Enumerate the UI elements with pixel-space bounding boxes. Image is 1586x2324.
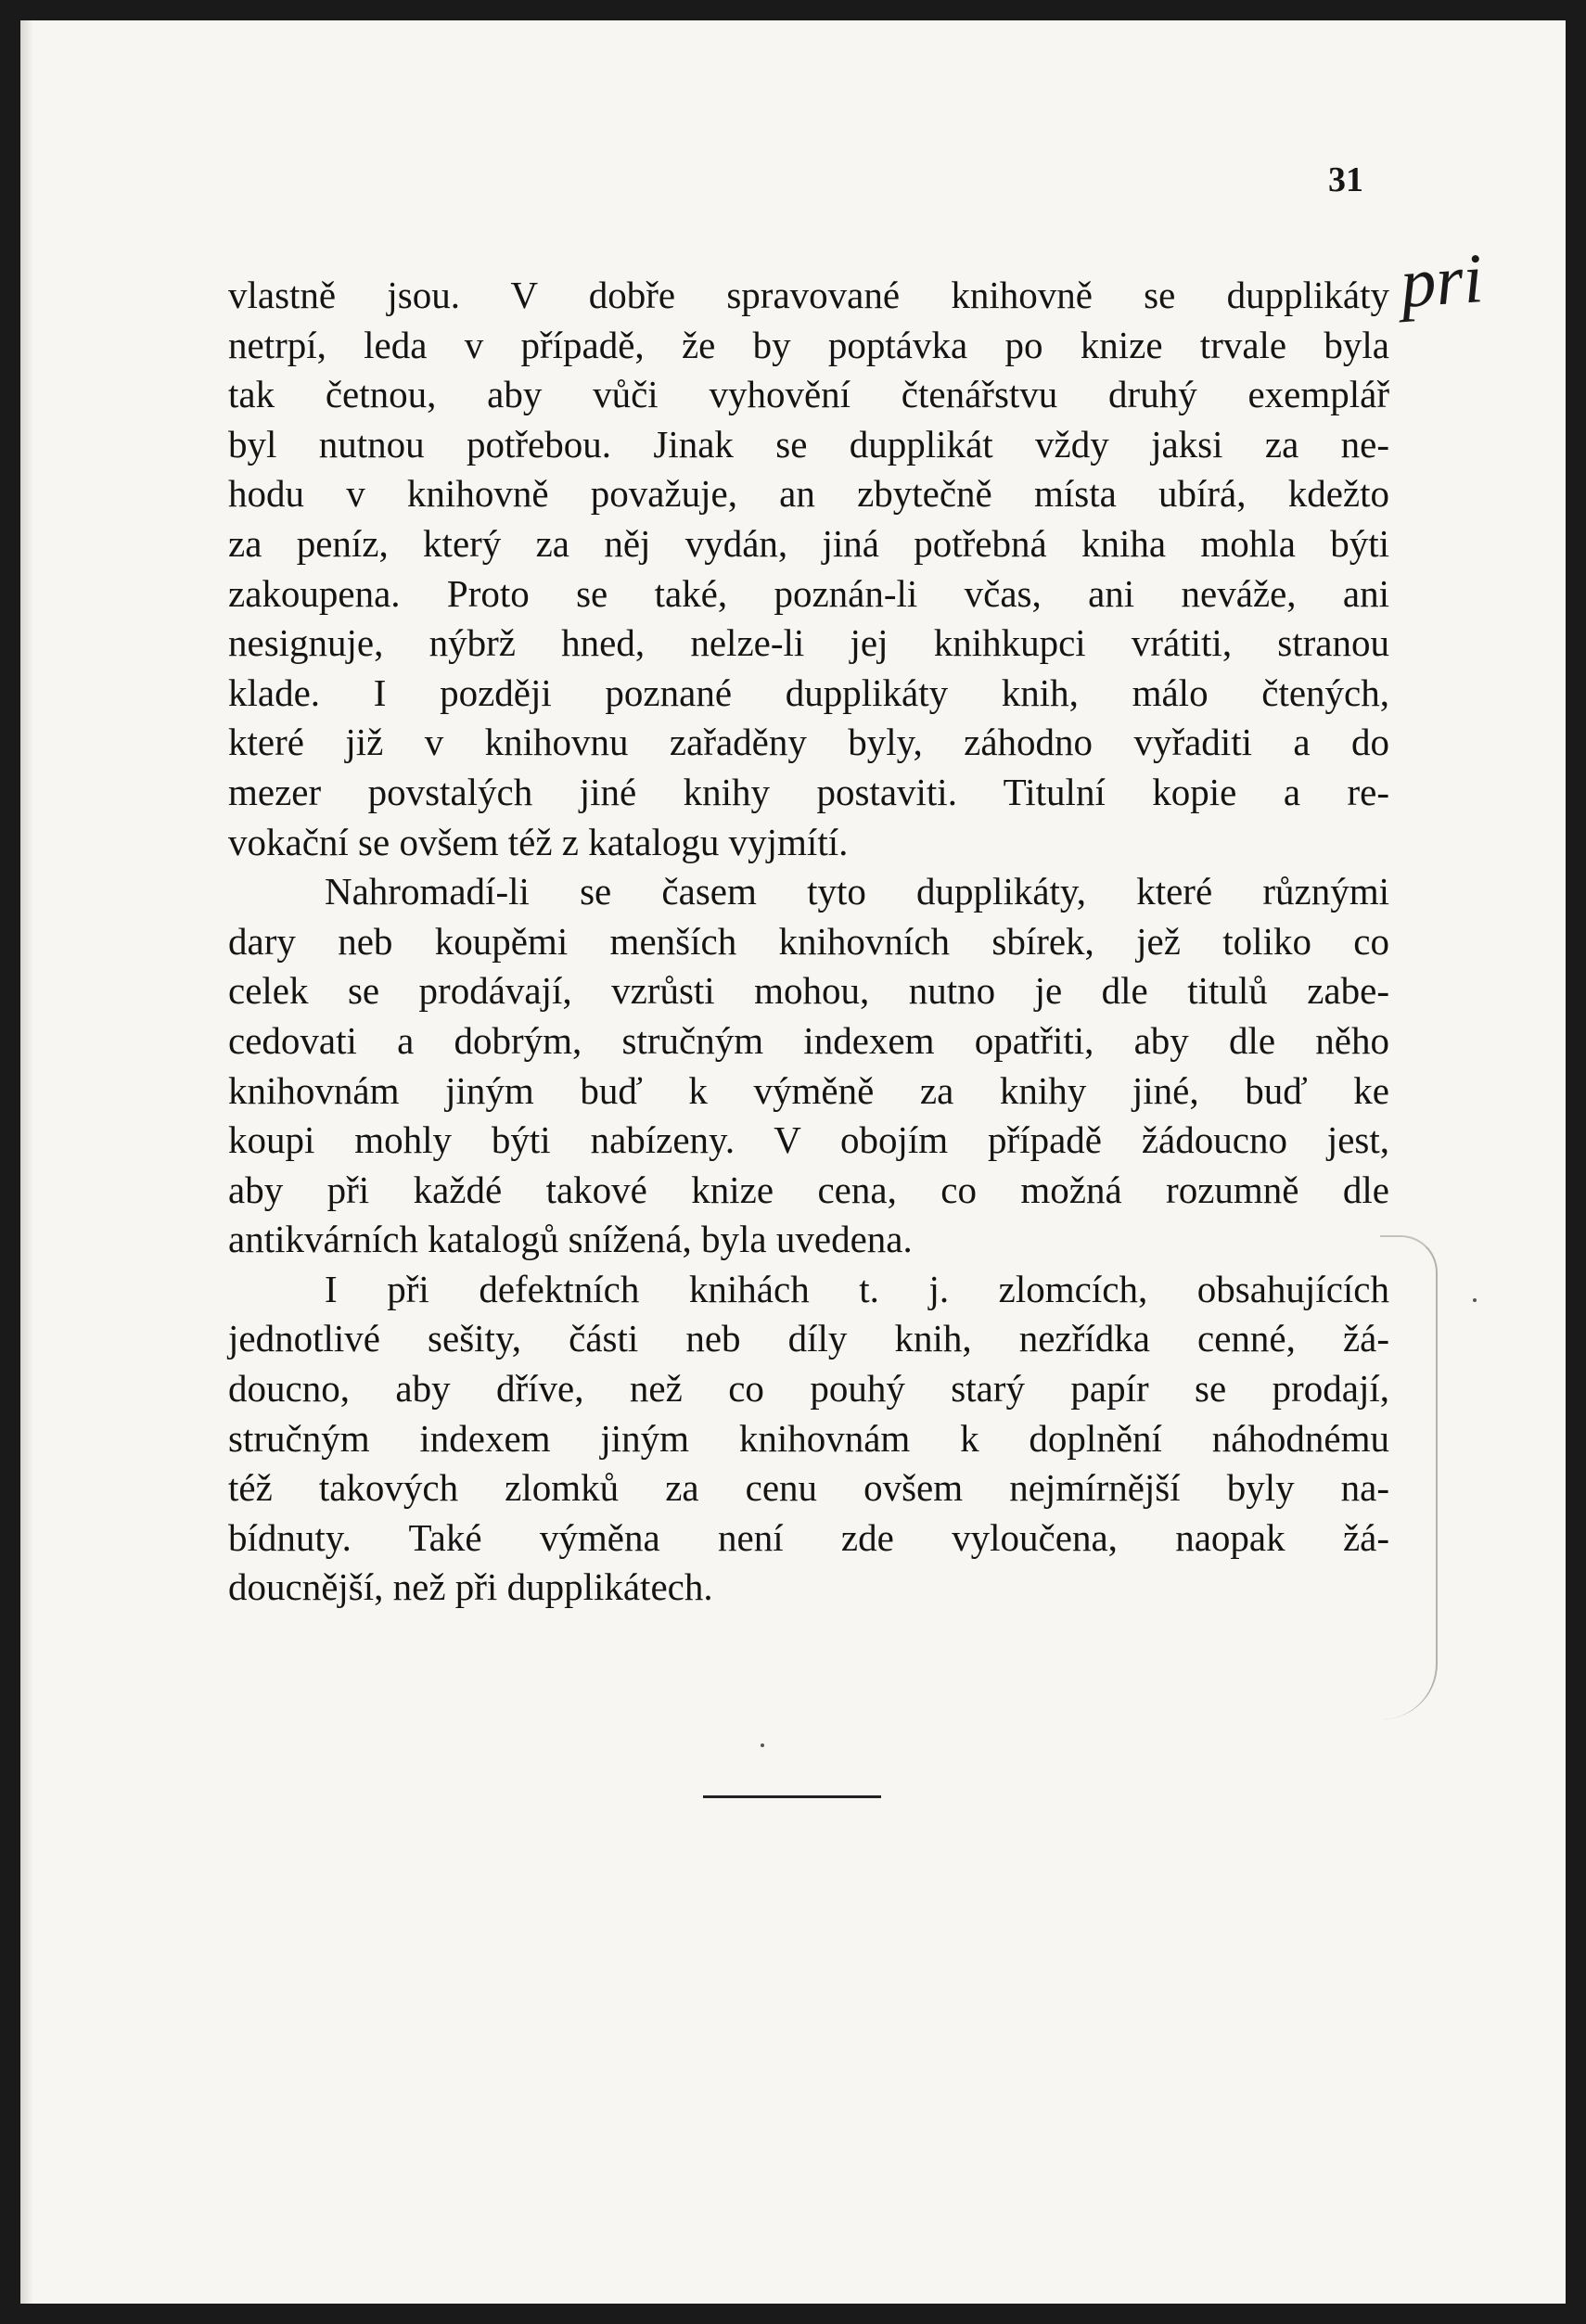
paragraph	[228, 867, 1389, 1265]
text-line: též takových zlomků za cenu ovšem nejmírnější byly na-	[228, 1466, 1389, 1510]
text-line: I při defektních knihách t. j. zlomcích, obsahujících	[325, 1267, 1389, 1310]
text-line: vokační se ovšem též z katalogu vyjmítí.	[228, 820, 849, 863]
text-line: vlastně jsou. V dobře spravované knihovně se dupplikáty	[228, 274, 1389, 316]
text-line: nesignuje, nýbrž hned, nelze-li jej knihkupci vrátiti, stranou	[228, 621, 1389, 665]
text-line: mezer povstalých jiné knihy postaviti. Titulní kopie a re-	[228, 770, 1389, 813]
page-edge-shadow	[20, 20, 33, 2304]
end-of-chapter-rule	[703, 1795, 881, 1798]
text-line: dary neb koupěmi menších knihovních sbírek, jež toliko co	[228, 919, 1389, 963]
text-line: cedovati a dobrým, stručným indexem opatřiti, aby dle něho	[228, 1018, 1389, 1062]
text-line: stručným indexem jiným knihovnám k doplnění náhodnému	[228, 1416, 1389, 1460]
text-line: antikvárních katalogů snížená, byla uvedena.	[228, 1218, 913, 1261]
text-line: za peníz, který za něj vydán, jiná potřebná kniha mohla býti	[228, 521, 1389, 565]
text-line: bídnuty. Také výměna není zde vyloučena, naopak žá-	[228, 1515, 1389, 1559]
paper-speck	[761, 1743, 764, 1747]
text-line: hodu v knihovně považuje, an zbytečně místa ubírá, kdežto	[228, 472, 1389, 516]
text-line: byl nutnou potřebou. Jinak se dupplikát vždy jaksi za ne-	[228, 422, 1389, 466]
text-line: celek se prodávají, vzrůsti mohou, nutno je dle titulů zabe-	[228, 969, 1389, 1013]
text-line: netrpí, leda v případě, že by poptávka po knize trvale byla	[228, 323, 1389, 366]
text-line: Nahromadí-li se časem tyto dupplikáty, které různými	[325, 870, 1389, 913]
paper-speck	[1473, 1298, 1477, 1302]
book-page	[20, 20, 1566, 2304]
body-text	[228, 271, 1389, 1613]
text-line: zakoupena. Proto se také, poznán-li včas, ani neváže, ani	[228, 571, 1389, 615]
text-line: jednotlivé sešity, části neb díly knih, nezřídka cenné, žá-	[228, 1317, 1389, 1360]
text-line: které již v knihovnu zařaděny byly, záhodno vyřaditi a do	[228, 721, 1389, 764]
text-line: aby při každé takové knize cena, co možná rozumně dle	[228, 1168, 1389, 1211]
text-line: knihovnám jiným buď k výměně za knihy jiné, buď ke	[228, 1068, 1389, 1112]
text-line: doucnější, než při dupplikátech.	[228, 1565, 713, 1609]
text-line: koupi mohly býti nabízeny. V obojím případě žádoucno jest,	[228, 1118, 1389, 1162]
paragraph	[228, 271, 1389, 867]
page-number: 31	[1328, 160, 1363, 199]
handwritten-margin-note: pri	[1398, 239, 1486, 323]
text-line: tak četnou, aby vůči vyhovění čtenářstvu druhý exemplář	[228, 373, 1389, 416]
text-line: klade. I později poznané dupplikáty knih, málo čtených,	[228, 670, 1389, 714]
paragraph	[228, 1265, 1389, 1613]
text-line: doucno, aby dříve, než co pouhý starý papír se prodají,	[228, 1367, 1389, 1411]
